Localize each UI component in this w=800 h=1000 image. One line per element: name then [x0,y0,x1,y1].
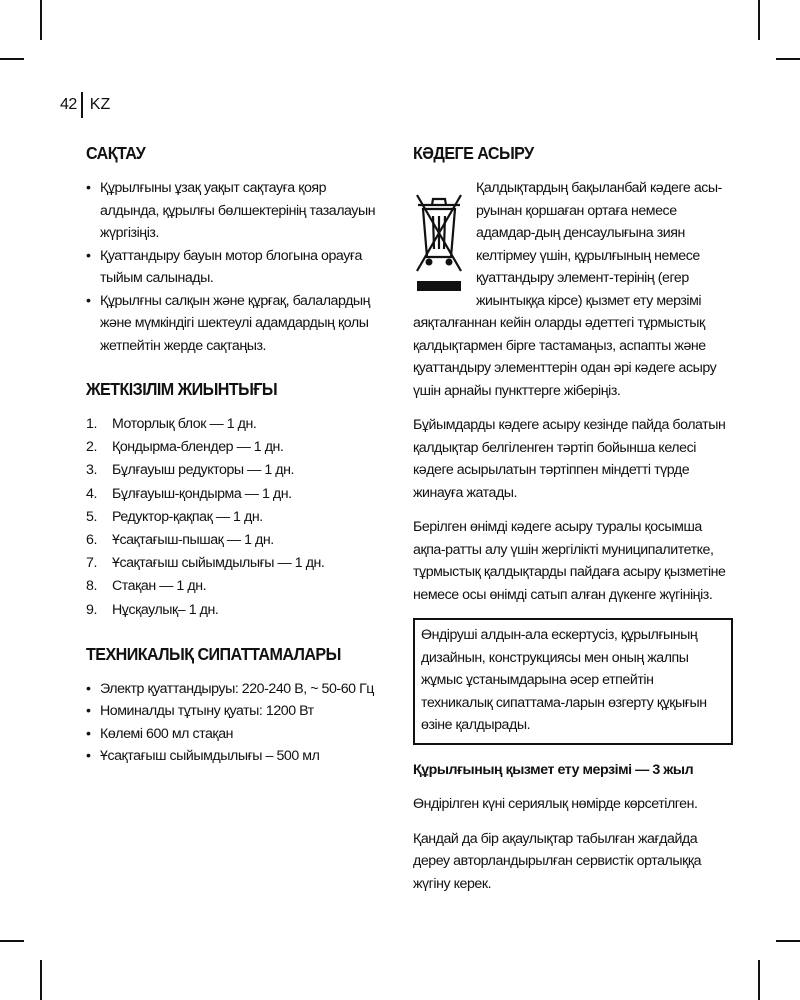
disposal-section [413,177,733,606]
item-number: 8. [86,578,97,595]
crop-mark [40,0,42,40]
specs-section [86,644,386,768]
item-number: 4. [86,485,97,502]
crop-mark [0,940,24,942]
list-item [86,459,386,482]
kit-section [86,379,386,622]
list-item [86,506,386,529]
item-number: 2. [86,439,97,456]
item-text: Моторлық блок — 1 дн. [112,416,257,432]
crop-mark [758,960,760,1000]
list-item [86,575,386,598]
right-column [413,143,733,907]
item-number: 3. [86,462,97,479]
specs-heading: ТЕХНИКАЛЫҚ СИПАТТАМАЛАРЫ [86,643,341,664]
list-item: • Құрылғны салқын және құрғақ, балалардың және мүмкіндігі шектеулі адамдардың қолы жетпейтін жерде сақтаңыз. [86,290,386,358]
disposal-paragraph: Қалдықтардың бақыланбай кәдеге асы-руынан қоршаған ортаға немесе адамдар-дың денсаулығына зиян келтірмеу үшін, құрылғының немесе қуаттандыру элемент-терінің (егер жиынтыққа кірсе) қызмет ету мерзімі аяқталғаннан кейін оларды әдеттегі тұрмыстық қалдықтармен бірге тастамаңыз, аспапты және қуаттандыру элементтерін одан әрі кәдеге асыру үшін арнайы пункттерге жіберіңіз. [413,180,722,399]
list-item [86,413,386,436]
disposal-paragraph: Бұйымдарды кәдеге асыру кезінде пайда болатын қалдықтар белгіленген тәртіп бойынша келесі кәдеге асырылатын тәртіппен міндетті түрде жинауға жатады. [413,417,726,501]
service-life: Құрылғының қызмет ету мерзімі — 3 жыл [413,761,694,778]
item-text: Нұсқаулық– 1 дн. [112,601,219,618]
production-date-note: Өндірілген күні сериялық нөмірде көрсетілген. [413,796,698,812]
header-divider [81,92,83,118]
item-number: 9. [86,601,97,618]
list-item: • Номиналды тұтыну қуаты: 1200 Вт [86,700,386,723]
list-item: • Ұсақтағыш сыйымдылығы – 500 мл [86,745,386,768]
list-item: • Құрылғыны ұзақ уақыт сақтауға қояр алдында, құрылғы бөлшектерінің тазалауын жүргізіңіз. [86,177,386,245]
storage-section [86,143,386,357]
list-item [86,483,386,506]
item-text: Қондырма-блендер — 1 дн. [112,439,284,456]
page-header [60,92,110,118]
left-column [86,143,386,790]
kit-heading: ЖЕТКІЗІЛІМ ЖИЫНТЫҒЫ [86,379,278,399]
item-number: 5. [86,508,97,525]
item-text: Бұлғауыш редукторы — 1 дн. [112,462,294,479]
storage-heading: САҚТАУ [86,143,146,163]
defects-note: Қандай да бір ақаулықтар табылған жағдайда дереу авторландырылған сервистік орталыққа жүгіну керек. [413,830,702,892]
crop-mark [776,58,800,60]
item-text: Стақан — 1 дн. [112,578,207,595]
kit-list [86,413,386,622]
item-text: Бұлғауыш-қондырма — 1 дн. [112,485,292,502]
crop-mark [758,0,760,40]
storage-list [86,177,386,357]
language-code: KZ [89,96,111,113]
crop-mark [0,58,24,60]
manufacturer-notice-box [413,618,733,745]
crop-mark [776,940,800,942]
disposal-heading: КӘДЕГЕ АСЫРУ [413,143,534,163]
item-text: Редуктор-қақпақ — 1 дн. [112,508,263,525]
list-item [86,436,386,459]
list-item [86,599,386,622]
manufacturer-notice-text: Өндіруші алдын-ала ескертусіз, құрылғының дизайнын, конструкциясы мен оның жалпы жұмыс ұстанымдарына әсер етпейтін техникалық сипаттама-ларын өзгерту құқығын өзіне қалдырады. [421,627,707,733]
item-number: 7. [86,555,97,572]
crossed-out-wheelie-bin-icon [414,183,464,299]
list-item: • Электр қуаттандыруы: 220-240 В, ~ 50-60 Гц [86,678,386,701]
crop-mark [40,960,42,1000]
item-text: Ұсақтағыш-пышақ — 1 дн. [112,532,274,549]
list-item [86,529,386,552]
item-text: Ұсақтағыш сыйымдылығы — 1 дн. [112,555,325,572]
list-item: • Көлемі 600 мл стақан [86,723,386,746]
disposal-paragraph: Берілген өнімді кәдеге асыру туралы қосымша ақпа-ратты алу үшін жергілікті муниципалитетке, тұрмыстық қалдықтарды пайдаға асыру қызметіне немесе осы өнімді сатып алған дүкенге жүгініңіз. [413,519,726,603]
specs-list [86,678,386,768]
item-number: 6. [86,532,97,549]
page-number: 42 [60,96,77,113]
list-item: • Қуаттандыру бауын мотор блогына орауға тыйым салынады. [86,245,386,290]
item-number: 1. [86,416,97,432]
list-item [86,552,386,575]
